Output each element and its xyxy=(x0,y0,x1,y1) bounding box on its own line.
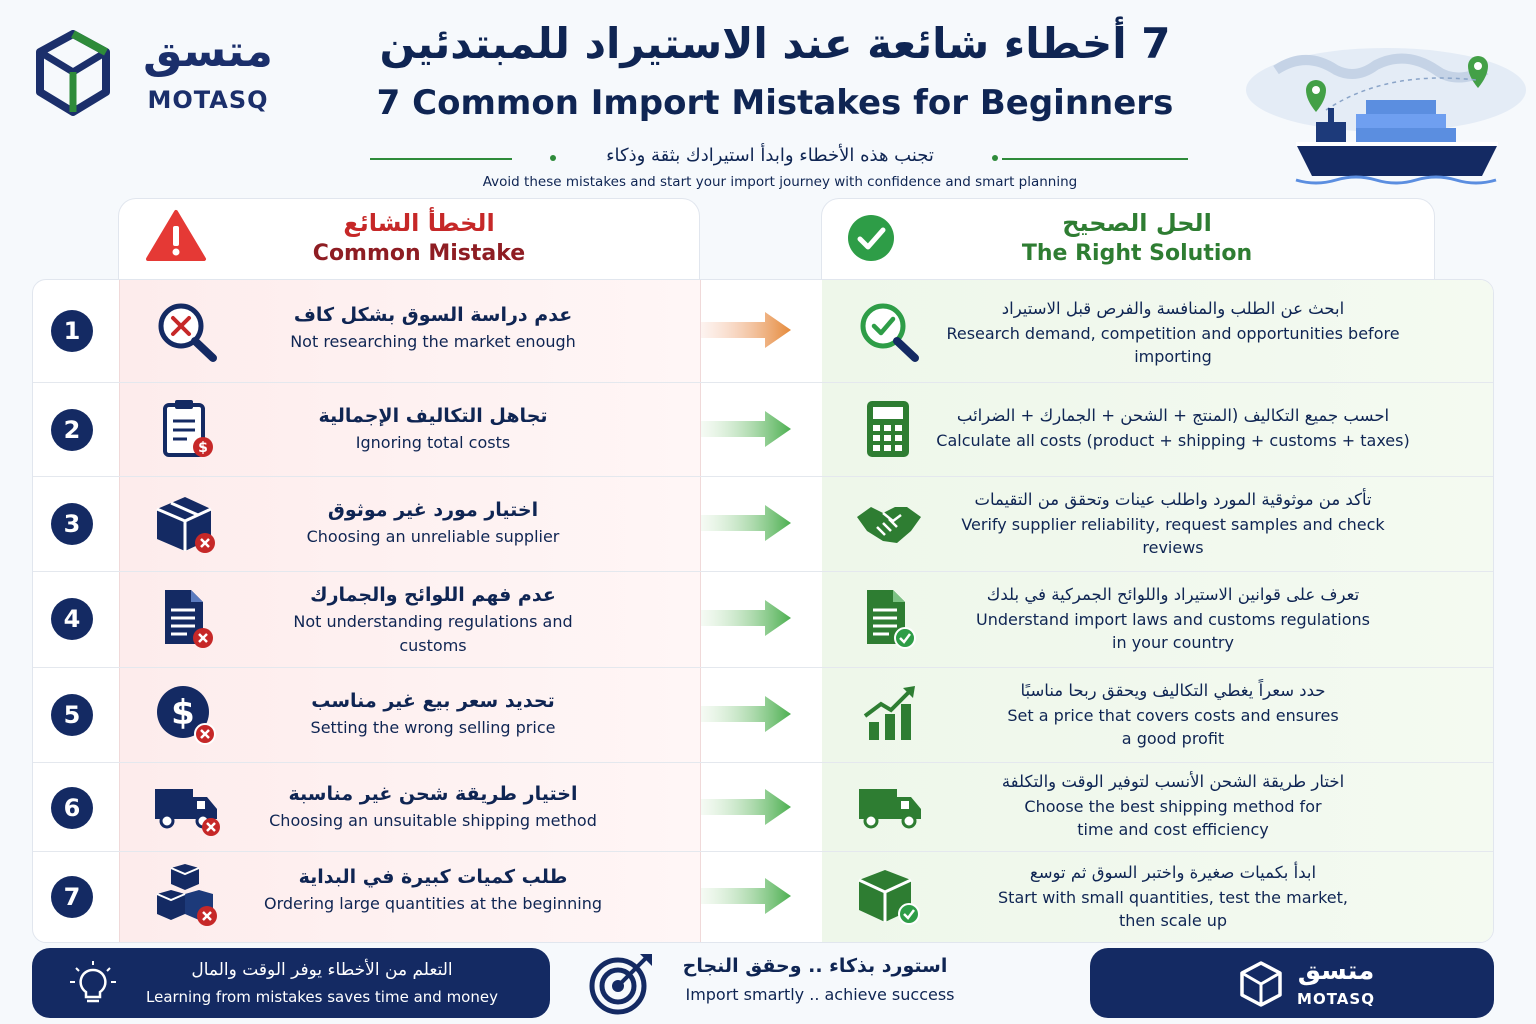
footer-brand-ar: متسق xyxy=(1297,956,1375,986)
solution-text xyxy=(933,860,1413,932)
solution-ar: تعرف على قوانين الاستيراد واللوائح الجمركية في بلدك xyxy=(986,585,1360,604)
solution-ar: ابحث عن الطلب والمنافسة والفرص قبل الاستيراد xyxy=(1001,299,1345,318)
check-circle-icon xyxy=(846,213,896,263)
solution-en: Set a price that covers costs and ensures a good profit xyxy=(1007,706,1339,748)
truck-icon xyxy=(853,775,925,839)
row-number: 7 xyxy=(51,876,93,918)
document-x-icon xyxy=(151,586,223,650)
table-row xyxy=(33,382,1494,476)
mistakes-table xyxy=(32,279,1494,943)
solution-ar: حدد سعراً يغطي التكاليف ويحقق ربحا مناسبًا xyxy=(1020,681,1326,700)
table-row xyxy=(33,851,1494,943)
solution-text xyxy=(933,582,1413,654)
svg-text:$: $ xyxy=(171,693,195,733)
mistake-en: Ignoring total costs xyxy=(355,433,511,452)
row-number: 2 xyxy=(51,409,93,451)
cube-logo-icon xyxy=(1238,960,1284,1008)
arrow-right-icon xyxy=(701,503,793,543)
solution-en: Choose the best shipping method for time and cost efficiency xyxy=(1024,797,1322,839)
mistake-text xyxy=(233,686,633,740)
table-row xyxy=(33,571,1494,667)
table-row xyxy=(33,762,1494,851)
mistake-text xyxy=(233,495,633,549)
mistake-ar: طلب كميات كبيرة في البداية xyxy=(298,866,568,888)
mistake-text xyxy=(233,862,633,916)
mistake-column-header xyxy=(118,198,700,280)
mistake-en: Setting the wrong selling price xyxy=(310,718,556,737)
mistake-ar: عدم فهم اللوائح والجمارك xyxy=(310,584,556,606)
solution-text xyxy=(933,678,1413,750)
subtitle-ar: تجنب هذه الأخطاء وابدأ استيرادك بثقة وذكاء xyxy=(606,145,934,166)
svg-text:$: $ xyxy=(198,440,208,456)
solution-en: Calculate all costs (product + shipping + customs + taxes) xyxy=(936,431,1410,450)
search-x-icon xyxy=(151,298,223,362)
warning-icon xyxy=(145,209,207,263)
footer-tip-banner xyxy=(32,948,550,1018)
mistake-en: Choosing an unreliable supplier xyxy=(306,527,560,546)
cargo-ship-illustration xyxy=(1236,30,1526,190)
row-number: 3 xyxy=(51,503,93,545)
footer-center-en: Import smartly .. achieve success xyxy=(685,985,955,1004)
arrow-right-icon xyxy=(701,694,793,734)
page-title-en: 7 Common Import Mistakes for Beginners xyxy=(376,83,1174,123)
divider-dot xyxy=(992,155,998,161)
footer-left-ar: التعلم من الأخطاء يوفر الوقت والمال xyxy=(191,960,453,980)
brand-name-en: MOTASQ xyxy=(147,86,269,114)
arrow-right-icon xyxy=(701,876,793,916)
search-check-icon xyxy=(853,298,925,362)
table-row xyxy=(33,667,1494,762)
subtitle-en: Avoid these mistakes and start your import journey with confidence and smart planning xyxy=(482,174,1078,190)
mistake-ar: اختيار طريقة شحن غير مناسبة xyxy=(288,783,578,805)
footer-brand-banner xyxy=(1090,948,1494,1018)
box-x-icon xyxy=(151,491,223,555)
mistake-text xyxy=(233,779,633,833)
table-row xyxy=(33,476,1494,571)
solution-header-en: The Right Solution xyxy=(1021,241,1253,266)
solution-en: Verify supplier reliability, request samples and check reviews xyxy=(961,515,1385,557)
cube-logo-icon xyxy=(36,30,110,118)
growth-chart-icon xyxy=(853,682,925,746)
mistake-en: Choosing an unsuitable shipping method xyxy=(269,811,597,830)
mistake-text xyxy=(233,580,633,658)
footer-center-ar: استورد بذكاء .. وحقق النجاح xyxy=(682,955,948,977)
target-icon xyxy=(588,952,654,1016)
dollar-x-icon xyxy=(151,682,223,746)
arrow-right-icon xyxy=(701,310,793,350)
mistake-en: Not researching the market enough xyxy=(290,332,576,351)
handshake-icon xyxy=(853,491,925,555)
solution-column-header xyxy=(821,198,1435,280)
solution-ar: اختار طريقة الشحن الأنسب لتوفير الوقت والتكلفة xyxy=(1001,772,1345,791)
row-number: 6 xyxy=(51,787,93,829)
divider-right xyxy=(1002,158,1188,160)
clipboard-dollar-icon xyxy=(151,397,223,461)
box-check-icon xyxy=(853,864,925,928)
mistake-ar: عدم دراسة السوق بشكل كاف xyxy=(293,304,573,326)
mistake-ar: اختيار مورد غير موثوق xyxy=(327,499,539,521)
divider-left xyxy=(370,158,512,160)
brand-name-ar: متسق xyxy=(143,26,273,77)
truck-x-icon xyxy=(151,775,223,839)
arrow-right-icon xyxy=(701,787,793,827)
arrow-right-icon xyxy=(701,409,793,449)
mistake-en: Ordering large quantities at the beginning xyxy=(263,894,602,913)
mistake-text xyxy=(233,300,633,354)
solution-text xyxy=(933,769,1413,841)
solution-ar: ابدأ بكميات صغيرة واختبر السوق ثم توسع xyxy=(1029,863,1317,882)
solution-en: Understand import laws and customs regulations in your country xyxy=(975,610,1371,652)
boxes-x-icon xyxy=(151,864,223,928)
document-check-icon xyxy=(853,586,925,650)
row-number: 5 xyxy=(51,694,93,736)
solution-en: Research demand, competition and opportunities before importing xyxy=(946,324,1400,366)
row-number: 1 xyxy=(51,310,93,352)
solution-ar: احسب جميع التكاليف (المنتج + الشحن + الجمارك + الضرائب xyxy=(956,406,1390,425)
mistake-en: Not understanding regulations and customs xyxy=(293,612,573,655)
mistake-ar: تحديد سعر بيع غير مناسب xyxy=(311,690,555,712)
solution-text xyxy=(933,296,1413,368)
row-number: 4 xyxy=(51,598,93,640)
solution-text xyxy=(933,487,1413,559)
mistake-text xyxy=(233,401,633,455)
calculator-icon xyxy=(853,397,925,461)
solution-header-ar: الحل الصحيح xyxy=(1062,209,1212,237)
table-row xyxy=(33,280,1494,382)
footer-brand-en: MOTASQ xyxy=(1297,990,1375,1008)
mistake-ar: تجاهل التكاليف الإجمالية xyxy=(318,405,548,427)
brand-logo xyxy=(32,26,292,122)
solution-en: Start with small quantities, test the market, then scale up xyxy=(998,888,1348,930)
page-title-ar: 7 أخطاء شائعة عند الاستيراد للمبتدئين xyxy=(379,19,1171,68)
lightbulb-icon xyxy=(68,960,118,1008)
solution-text xyxy=(933,403,1413,452)
arrow-right-icon xyxy=(701,598,793,638)
mistake-header-ar: الخطأ الشائع xyxy=(343,209,495,237)
mistake-header-en: Common Mistake xyxy=(312,241,526,266)
solution-ar: تأكد من موثوقية المورد واطلب عينات وتحقق من التقيمات xyxy=(974,490,1372,509)
footer-left-en: Learning from mistakes saves time and money xyxy=(146,988,498,1006)
